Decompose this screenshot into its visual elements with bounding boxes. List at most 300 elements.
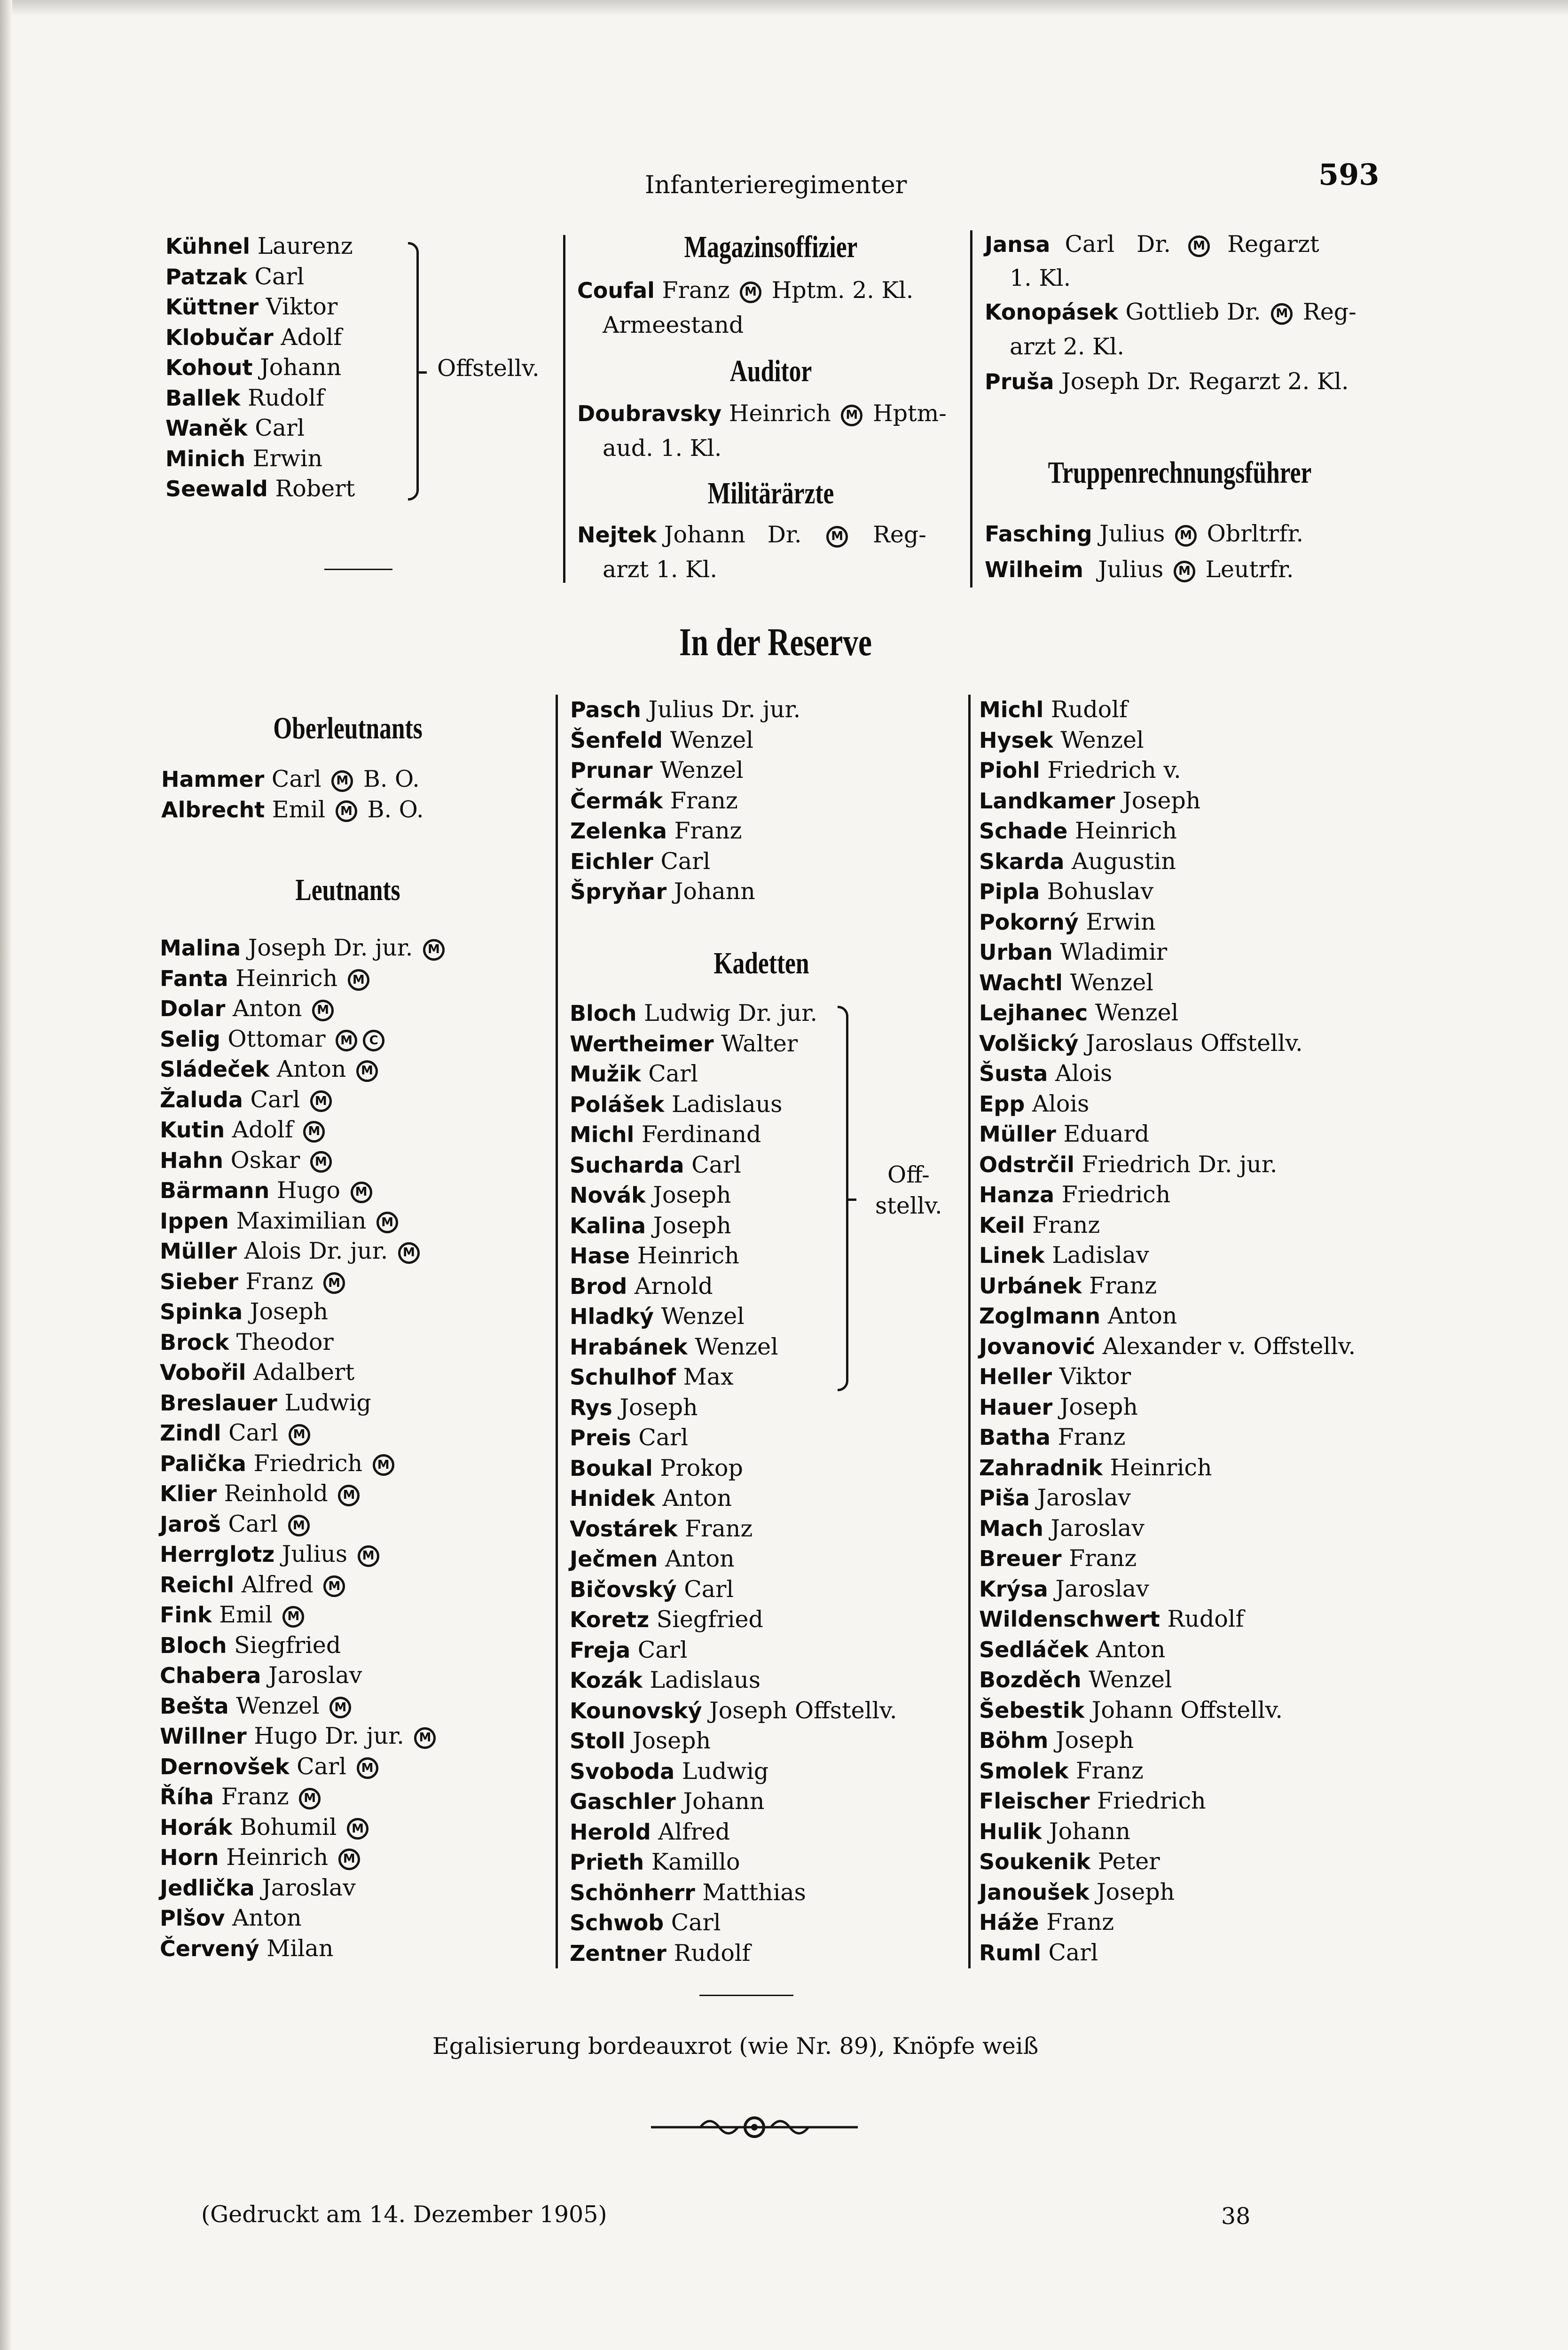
militaer-line-1: Nejtek Johann Dr. M Reg- <box>577 521 926 548</box>
first-name: Joseph <box>250 1298 329 1325</box>
first-name: Alois <box>1032 1090 1090 1117</box>
surname: Hrabánek <box>570 1334 688 1360</box>
m-symbol: M <box>414 1727 436 1749</box>
first-name: Ferdinand <box>641 1121 761 1148</box>
first-name: Joseph <box>632 1727 711 1754</box>
scan-edge-top <box>0 0 1568 16</box>
list-item <box>979 1665 1356 1695</box>
first-name: Alois <box>1055 1060 1113 1087</box>
leutnants-list <box>160 933 447 1964</box>
list-item <box>979 1695 1356 1726</box>
first-name: Laurenz <box>257 233 353 259</box>
offstellv-list <box>165 231 355 504</box>
surname: Minich <box>165 446 246 471</box>
surname: Fink <box>160 1602 212 1628</box>
first-name: Alexander v. Offstellv. <box>1102 1332 1356 1360</box>
list-item <box>570 816 800 846</box>
surname: Palička <box>160 1450 246 1476</box>
first-name: Heinrich <box>235 964 338 992</box>
heading-kadetten: Kadetten <box>713 946 809 980</box>
konopasek-line-2: arzt 2. Kl. <box>1010 333 1124 360</box>
first-name: Wenzel <box>660 757 744 783</box>
first-name: Alfred <box>241 1571 314 1598</box>
surname: Čermák <box>570 788 663 814</box>
first-name: Wenzel <box>1095 999 1179 1026</box>
surname: Seewald <box>165 476 268 501</box>
list-item <box>160 1357 447 1388</box>
first-name: Joseph <box>653 1212 731 1239</box>
list-item <box>979 907 1356 938</box>
list-item <box>570 755 800 786</box>
m-symbol: M <box>289 1424 310 1446</box>
first-name: Hugo Dr. jur. <box>254 1723 404 1749</box>
auditor-line-2: aud. 1. Kl. <box>603 435 722 462</box>
list-item <box>570 1908 897 1938</box>
m-symbol: M <box>299 1788 321 1810</box>
surname: Breslauer <box>160 1390 277 1416</box>
surname: Říha <box>160 1784 214 1810</box>
first-name: Carl <box>648 1060 698 1087</box>
list-item <box>979 877 1356 907</box>
list-item <box>160 1934 447 1964</box>
surname: Koretz <box>570 1607 650 1632</box>
list-item <box>570 1847 897 1878</box>
surname: Schade <box>979 818 1068 844</box>
list-item <box>979 725 1356 756</box>
first-name: Bohuslav <box>1047 878 1154 905</box>
first-name: Carl <box>671 1909 721 1936</box>
list-item <box>570 1756 897 1787</box>
list-item <box>979 1332 1356 1362</box>
surname: Hase <box>570 1243 630 1269</box>
m-symbol: M <box>303 1121 325 1143</box>
reserve-col2-list <box>570 695 800 907</box>
surname: Hammer <box>161 767 265 792</box>
surname: Kutin <box>160 1117 225 1143</box>
first-name: Franz <box>245 1268 314 1295</box>
surname: Bloch <box>160 1632 227 1658</box>
first-name: Carl <box>228 1510 278 1537</box>
first-name: Peter <box>1098 1848 1160 1875</box>
first-name: Anton <box>1096 1636 1166 1663</box>
surname: Pasch <box>570 697 641 722</box>
list-item <box>165 383 355 414</box>
first-name: Eduard <box>1063 1120 1150 1147</box>
list-item <box>979 1543 1356 1574</box>
list-item <box>570 1878 897 1908</box>
list-item <box>160 1661 447 1691</box>
m-symbol: M <box>1271 303 1293 325</box>
first-name: Johann <box>260 354 342 381</box>
list-item <box>160 1327 447 1358</box>
list-item <box>979 1513 1356 1544</box>
surname: Mach <box>979 1515 1043 1541</box>
list-item <box>160 1812 447 1843</box>
first-name: Adolf <box>232 1116 293 1143</box>
surname: Selig <box>160 1026 220 1052</box>
list-item <box>570 1544 897 1574</box>
first-name: Jaroslav <box>262 1874 356 1901</box>
surname: Svoboda <box>570 1758 675 1784</box>
list-item <box>979 816 1356 846</box>
prusa-line: Pruša Joseph Dr. Regarzt 2. Kl. <box>985 368 1349 395</box>
list-item <box>160 1054 447 1085</box>
surname: Spinka <box>160 1299 243 1324</box>
m-symbol: M <box>841 405 862 426</box>
surname: Ječmen <box>570 1546 658 1572</box>
first-name: Joseph <box>1122 787 1201 814</box>
heading-oberleutnants: Oberleutnants <box>273 711 423 745</box>
first-name: Heinrich <box>1074 817 1177 844</box>
surname: Horák <box>160 1814 233 1840</box>
m-symbol: M <box>373 1454 394 1476</box>
surname: Jovanović <box>979 1333 1096 1359</box>
first-name: Friedrich v. <box>1047 757 1181 783</box>
list-item <box>570 1574 897 1605</box>
list-item <box>979 1574 1356 1605</box>
surname: Bloch <box>570 1001 637 1026</box>
first-name: Joseph Offstellv. <box>709 1697 897 1724</box>
list-item <box>979 1089 1356 1120</box>
magazin-line-2: Armeestand <box>603 312 744 338</box>
list-item <box>570 1786 897 1817</box>
surname: Krýsa <box>979 1576 1048 1602</box>
first-name: Joseph <box>1097 1878 1175 1905</box>
col-divider-top-2 <box>970 230 972 588</box>
wilheim-line: Wilheim Julius M Leutrfr. <box>985 556 1294 583</box>
surname: Freja <box>570 1637 631 1663</box>
militaer-line-2: arzt 1. Kl. <box>603 556 717 583</box>
list-item <box>979 968 1356 998</box>
surname: Wertheimer <box>570 1031 714 1057</box>
surname: Horn <box>160 1845 219 1870</box>
first-name: Ludwig <box>682 1757 769 1785</box>
surname: Jaroš <box>160 1511 221 1537</box>
list-item <box>979 1847 1356 1877</box>
first-name: Anton <box>665 1545 735 1572</box>
m-symbol: M <box>288 1515 310 1536</box>
surname: Šenfeld <box>570 727 663 753</box>
list-item <box>979 1301 1356 1332</box>
list-item <box>161 764 424 795</box>
list-item <box>979 1483 1356 1513</box>
m-symbol: M <box>338 1485 360 1506</box>
first-name: Carl <box>255 415 305 441</box>
surname: Hanza <box>979 1182 1055 1207</box>
surname: Prunar <box>570 758 653 783</box>
list-item <box>979 1028 1356 1059</box>
surname: Šebestik <box>979 1697 1085 1723</box>
surname: Vobořil <box>160 1360 246 1385</box>
first-name: Jaroslav <box>268 1662 362 1689</box>
first-name: Carl <box>271 766 321 792</box>
konopasek-line-1: Konopásek Gottlieb Dr. M Reg- <box>985 298 1356 325</box>
surname: Bozděch <box>979 1667 1082 1692</box>
list-item <box>979 1150 1356 1180</box>
list-item <box>160 1297 447 1327</box>
first-name: Emil <box>272 796 326 823</box>
list-item <box>160 994 447 1024</box>
list-item <box>165 231 355 262</box>
magazin-line-1: Coufal Franz M Hptm. 2. Kl. <box>577 277 914 304</box>
surname: Herold <box>570 1819 651 1845</box>
list-item <box>160 1842 447 1873</box>
first-name: Robert <box>275 475 355 502</box>
surname: Stoll <box>570 1728 626 1754</box>
first-name: Franz <box>1089 1272 1157 1299</box>
surname: Rys <box>570 1394 612 1420</box>
surname: Piohl <box>979 758 1040 783</box>
surname: Waněk <box>165 415 248 441</box>
list-item <box>160 1267 447 1297</box>
surname: Herrglotz <box>160 1542 275 1567</box>
first-name: Franz <box>1058 1424 1126 1450</box>
surname: Breuer <box>979 1546 1062 1571</box>
list-item <box>979 937 1356 968</box>
c-symbol: C <box>363 1030 384 1051</box>
surname: Bärmann <box>160 1178 270 1203</box>
fasching-line: Fasching Julius M Obrltrfr. <box>985 520 1304 547</box>
sheet-number: 38 <box>1221 2203 1251 2230</box>
list-item <box>160 1600 447 1630</box>
m-symbol: M <box>323 1272 345 1294</box>
list-item <box>160 964 447 994</box>
surname: Kounovský <box>570 1698 702 1723</box>
jansa-line-1: Jansa Carl Dr. M Regarzt <box>985 231 1319 258</box>
first-name: Joseph Dr. jur. <box>248 934 413 961</box>
surname: Brod <box>570 1273 627 1299</box>
surname: Sucharda <box>570 1152 684 1178</box>
first-name: Wenzel <box>695 1333 778 1360</box>
list-item <box>160 1570 447 1600</box>
surname: Fleischer <box>979 1788 1090 1814</box>
m-symbol: M <box>356 1060 378 1082</box>
m-symbol: M <box>310 1151 332 1173</box>
first-name: Franz <box>1069 1545 1137 1572</box>
first-name: Adolf <box>281 323 342 351</box>
first-name: Friedrich <box>1097 1787 1206 1814</box>
remark: B. O. <box>363 766 420 792</box>
list-item <box>165 262 355 292</box>
m-symbol: M <box>282 1606 304 1628</box>
first-name: Carl <box>228 1419 278 1446</box>
first-name: Wladimir <box>1060 939 1168 965</box>
list-item <box>570 1635 897 1666</box>
surname: Plšov <box>160 1905 225 1931</box>
surname: Kozák <box>570 1668 643 1693</box>
surname: Sládeček <box>160 1057 270 1082</box>
m-symbol: M <box>1188 235 1210 257</box>
first-name: Emil <box>219 1601 273 1628</box>
list-item <box>570 1423 897 1453</box>
surname: Schönherr <box>570 1880 695 1905</box>
surname: Zoglmann <box>979 1303 1101 1329</box>
first-name: Prokop <box>660 1454 743 1481</box>
surname: Špryňar <box>570 879 667 904</box>
surname: Dolar <box>160 996 226 1021</box>
list-item <box>979 1817 1356 1847</box>
surname: Heller <box>979 1364 1052 1389</box>
first-name: Wenzel <box>1060 726 1144 753</box>
first-name: Rudolf <box>1051 696 1128 723</box>
first-name: Franz <box>670 787 738 814</box>
m-symbol: M <box>357 1757 378 1779</box>
first-name: Anton <box>662 1485 732 1512</box>
surname: Albrecht <box>161 797 265 822</box>
first-name: Carl <box>1048 1939 1098 1966</box>
list-item <box>570 1726 897 1756</box>
list-item <box>979 1362 1356 1392</box>
first-name: Hugo <box>276 1177 341 1204</box>
first-name: Johann <box>1049 1817 1130 1845</box>
first-name: Jaroslaus Offstellv. <box>1086 1029 1303 1057</box>
kadetten-brace-label-2: stellv. <box>875 1192 942 1219</box>
surname: Preis <box>570 1425 631 1450</box>
list-item <box>979 755 1356 786</box>
surname: Wildenschwert <box>979 1606 1160 1632</box>
list-item <box>165 474 355 504</box>
list-item <box>979 1786 1356 1817</box>
heading-magazinsoffizier: Magazinsoffizier <box>684 230 858 264</box>
surname: Ippen <box>160 1208 229 1234</box>
heading-militaraerzte: Militärärzte <box>707 476 834 510</box>
surname: Žaluda <box>160 1087 243 1112</box>
surname: Linek <box>979 1243 1045 1268</box>
surname: Hysek <box>979 727 1053 753</box>
surname: Volšický <box>979 1030 1079 1056</box>
first-name: Joseph <box>1055 1727 1134 1754</box>
surname: Šusta <box>979 1061 1048 1086</box>
list-item <box>160 1085 447 1115</box>
first-name: Ottomar <box>227 1025 326 1052</box>
first-name: Rudolf <box>248 384 325 411</box>
heading-auditor: Auditor <box>729 354 812 388</box>
auditor-line-1: Doubravsky Heinrich M Hptm- <box>577 400 947 427</box>
list-item <box>165 444 355 474</box>
first-name: Julius <box>282 1541 347 1567</box>
surname: Polášek <box>570 1091 665 1117</box>
surname: Soukenik <box>979 1849 1091 1874</box>
list-item <box>160 1024 447 1055</box>
first-name: Johann <box>683 1788 765 1815</box>
surname: Červený <box>160 1935 259 1961</box>
surname: Kohout <box>165 355 253 380</box>
first-name: Augustin <box>1072 847 1176 875</box>
heading-leutnants: Leutnants <box>295 873 400 907</box>
first-name: Wenzel <box>1089 1666 1172 1693</box>
jansa-line-2: 1. Kl. <box>1010 265 1071 291</box>
first-name: Ladislav <box>1052 1242 1149 1269</box>
reserve-col3-list <box>979 695 1356 1968</box>
surname: Pokorný <box>979 909 1079 935</box>
m-symbol: M <box>826 526 848 548</box>
first-name: Friedrich <box>1061 1181 1171 1208</box>
running-head: Infanterieregimenter <box>645 171 907 199</box>
surname: Müller <box>160 1238 237 1264</box>
list-item <box>160 1630 447 1661</box>
first-name: Maximilian <box>236 1207 367 1234</box>
first-name: Adalbert <box>253 1359 355 1386</box>
surname: Vostárek <box>570 1516 678 1542</box>
first-name: Carl <box>638 1424 689 1451</box>
surname: Fanta <box>160 965 228 991</box>
first-name: Matthias <box>702 1879 806 1906</box>
offstellv-brace <box>408 242 419 501</box>
surname: Keil <box>979 1212 1025 1238</box>
first-name: Carl <box>691 1151 741 1178</box>
surname: Hladký <box>570 1304 654 1329</box>
surname: Kalina <box>570 1213 646 1238</box>
first-name: Wenzel <box>661 1303 745 1330</box>
surname: Hulik <box>979 1818 1042 1844</box>
list-item <box>165 292 355 322</box>
m-symbol: M <box>323 1575 345 1597</box>
kadetten-brace <box>838 1006 848 1391</box>
offstellv-label: Offstellv. <box>437 355 540 382</box>
first-name: Viktor <box>1059 1363 1131 1390</box>
surname: Klier <box>160 1481 217 1506</box>
surname: Pipla <box>979 879 1040 904</box>
list-item <box>570 1665 897 1696</box>
list-item <box>570 1453 897 1484</box>
first-name: Rudolf <box>1167 1606 1244 1632</box>
surname: Skarda <box>979 848 1065 874</box>
first-name: Arnold <box>634 1272 713 1300</box>
first-name: Ludwig Dr. jur. <box>644 1000 817 1026</box>
surname: Smolek <box>979 1758 1069 1784</box>
first-name: Carl <box>297 1753 346 1780</box>
list-item <box>979 786 1356 816</box>
kadetten-brace-label-1: Off- <box>887 1161 930 1188</box>
first-name: Anton <box>232 1904 302 1931</box>
surname: Epp <box>979 1091 1025 1117</box>
first-name: Jaroslav <box>1037 1484 1131 1511</box>
surname: Schulhof <box>570 1364 676 1390</box>
surname: Michl <box>979 697 1044 722</box>
first-name: Wenzel <box>236 1692 320 1719</box>
first-name: Carl <box>637 1636 688 1663</box>
first-name: Joseph <box>653 1182 731 1208</box>
list-item <box>160 1691 447 1722</box>
first-name: Jaroslav <box>1055 1575 1149 1602</box>
first-name: Carl <box>250 1086 300 1113</box>
col-divider-top-1 <box>563 235 565 583</box>
list-item <box>979 1422 1356 1453</box>
heading-in-der-reserve: In der Reserve <box>679 620 872 664</box>
first-name: Anton <box>232 995 302 1022</box>
list-item <box>160 1479 447 1509</box>
list-item <box>570 1696 897 1726</box>
list-item <box>160 1721 447 1752</box>
surname: Bešta <box>160 1693 229 1719</box>
egalisierung-note: Egalisierung bordeauxrot (wie Nr. 89), Knöpfe weiß <box>432 2033 1039 2060</box>
first-name: Franz <box>1046 1909 1114 1935</box>
first-name: Bohumil <box>240 1813 337 1841</box>
list-item <box>570 846 800 877</box>
surname: Bičovský <box>570 1576 677 1602</box>
first-name: Milan <box>267 1935 334 1962</box>
surname: Kühnel <box>165 234 251 259</box>
surname: Lejhanec <box>979 1000 1088 1026</box>
surname: Piša <box>979 1485 1030 1511</box>
list-item <box>979 1392 1356 1423</box>
col-divider-lower-1 <box>556 695 558 1968</box>
list-item <box>160 1175 447 1206</box>
surname: Wachtl <box>979 970 1063 995</box>
printed-date: (Gedruckt am 14. Dezember 1905) <box>201 2201 607 2228</box>
m-symbol: M <box>310 1090 332 1112</box>
first-name: Siegfried <box>656 1606 763 1633</box>
